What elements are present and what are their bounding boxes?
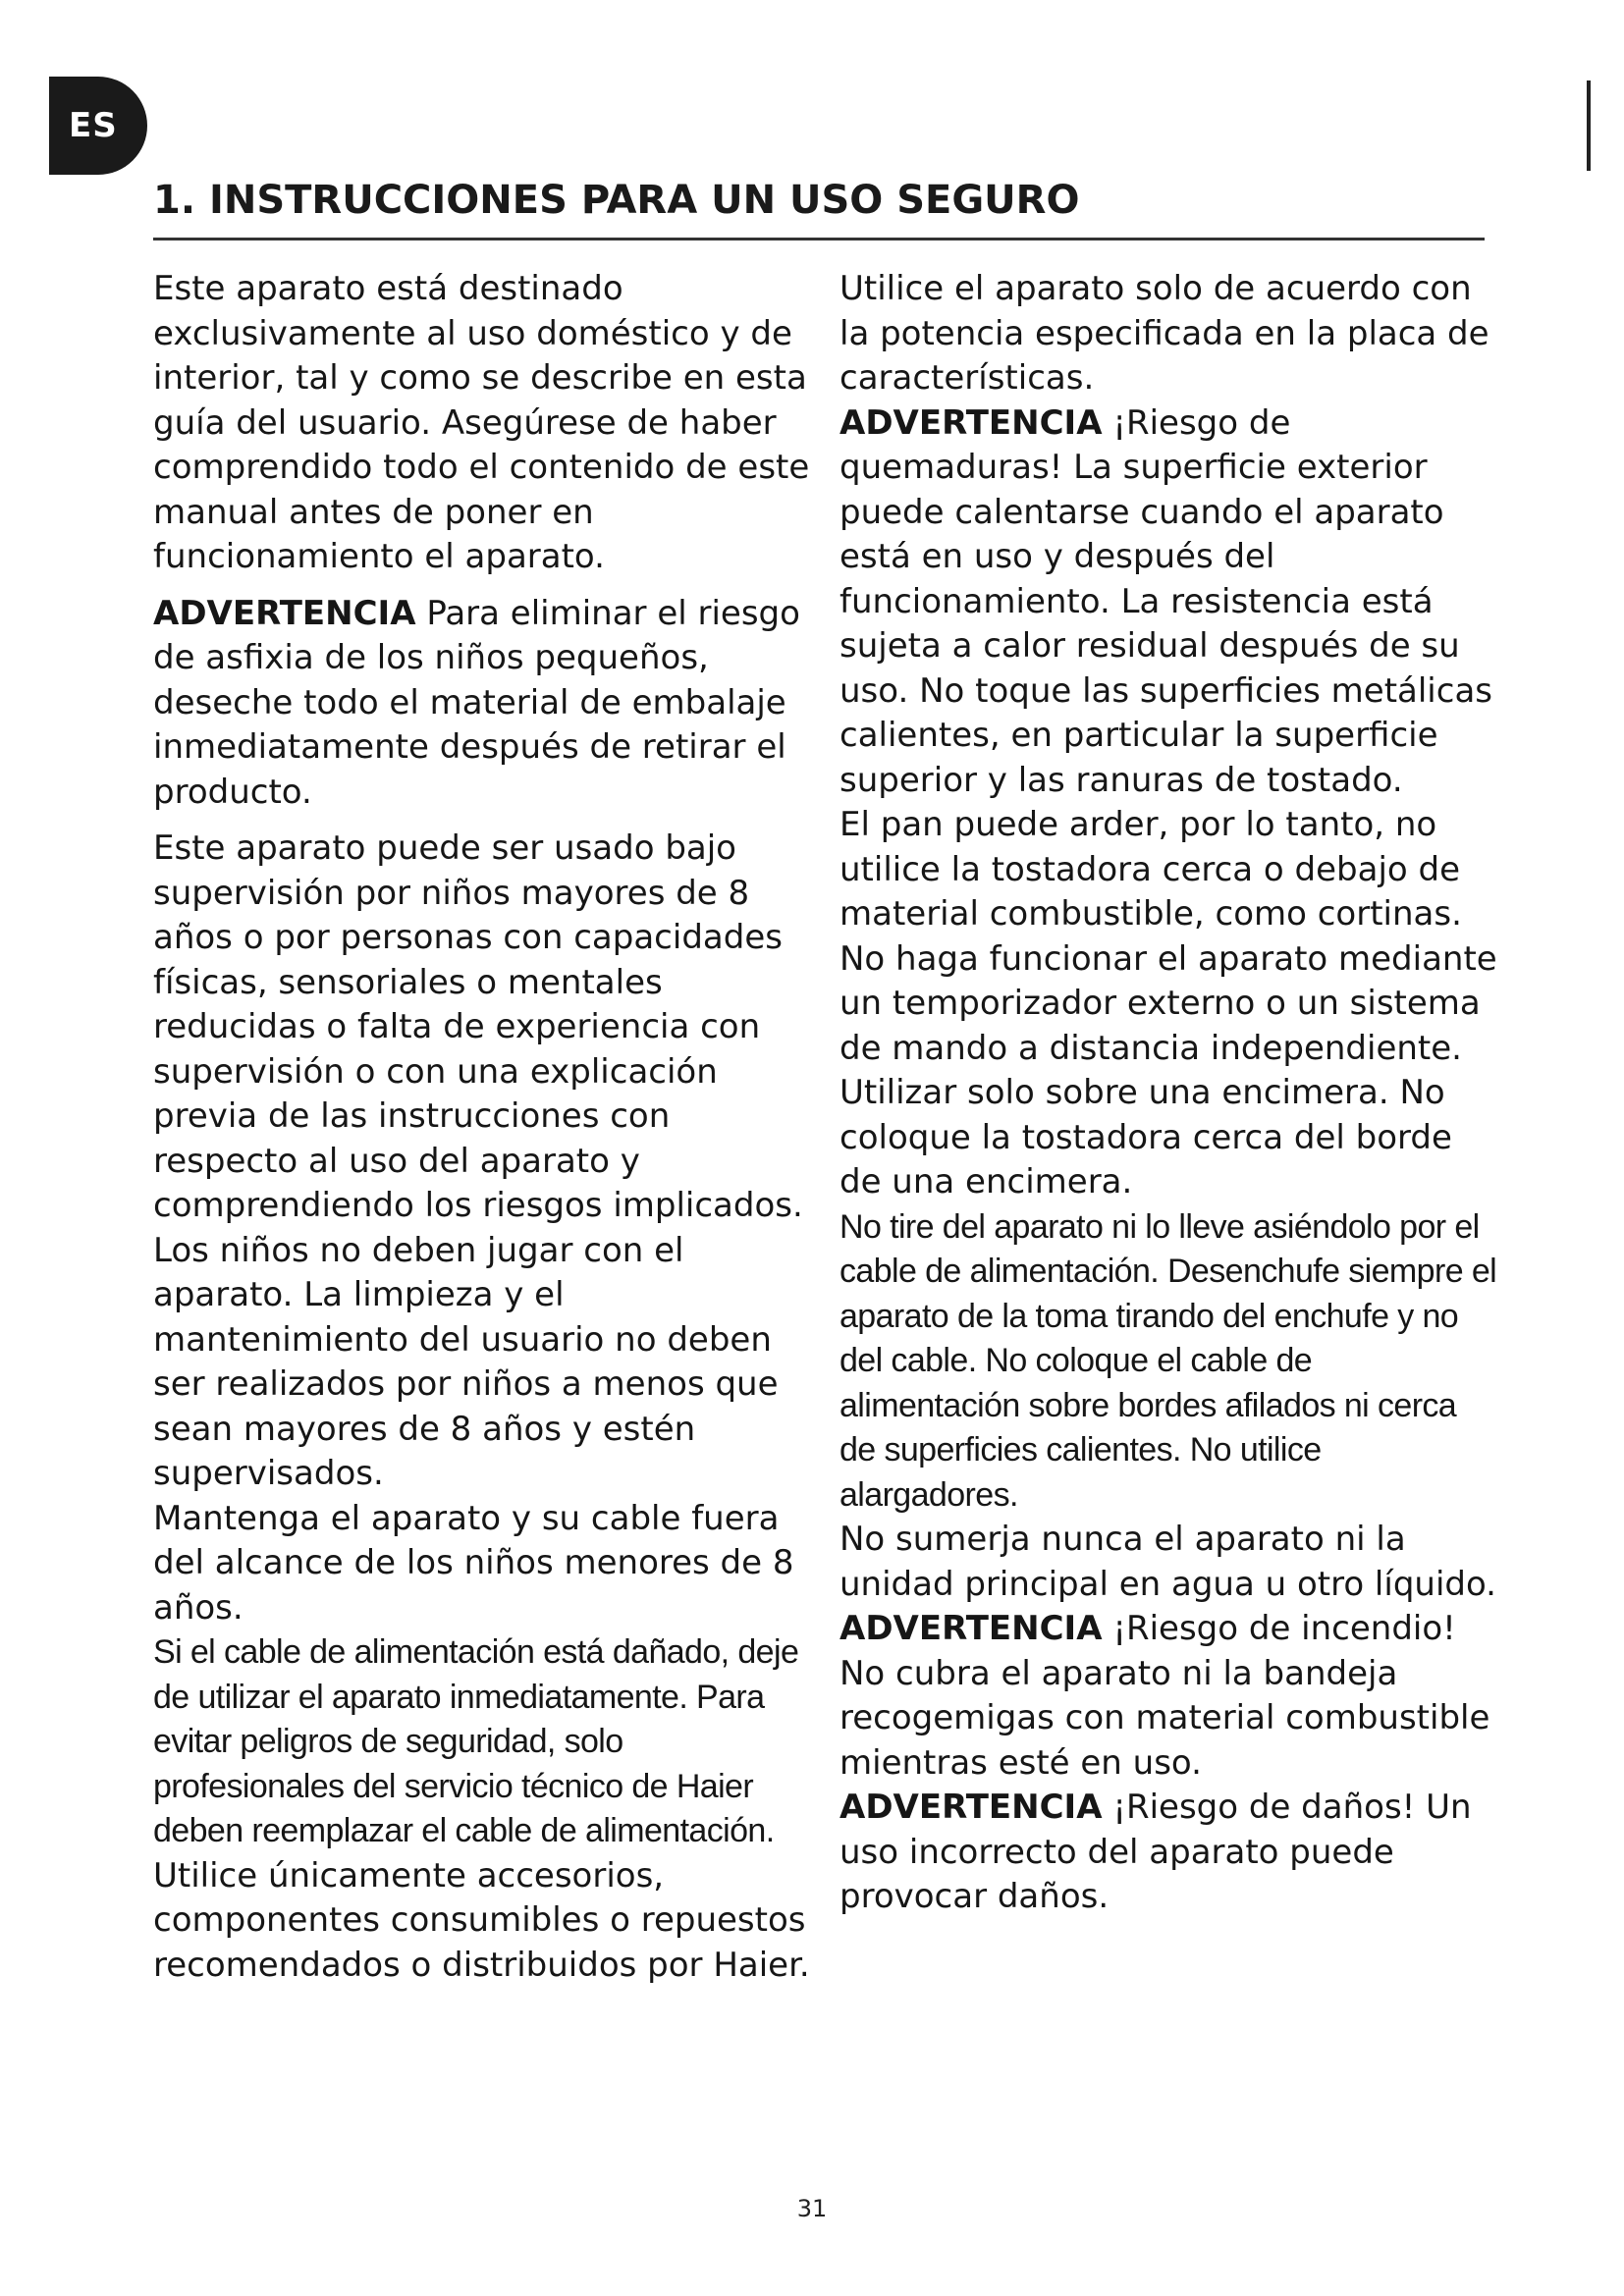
warning-label: ADVERTENCIA [839, 1609, 1103, 1648]
children-reach-paragraph: Mantenga el aparato y su cable fuera del alcance de los niños menores de 8 años. [153, 1498, 794, 1628]
warning-label: ADVERTENCIA [839, 402, 1103, 443]
suffocation-warning-paragraph [153, 592, 821, 816]
suffocation-warning-text: Para eliminar el riesgo de asfixia de los niños pequeños, deseche todo el material de embalaje inmediatamente después de retirar el producto. [153, 593, 800, 812]
warning-label: ADVERTENCIA [153, 593, 416, 633]
fire-warning-paragraph [839, 1607, 1497, 1786]
supervision-paragraph: Este aparato puede ser usado bajo supervisión por niños mayores de 8 años o por personas con capacidades físicas, sensoriales o mentales reducidas o falta de experiencia con supervisión o con una explicación previa de las instrucciones con respecto al uso del aparato y comprendiendo los riesgos implicados. Los niños no deben jugar con el aparato. La limpieza y el mantenimiento del usuario no deben ser realizados por niños a menos que sean mayores de 8 años y estén supervisados. [153, 828, 803, 1493]
fire-warning-text: ¡Riesgo de incendio! No cubra el aparato ni la bandeja recogemigas con material combustible mientras esté en uso. [839, 1609, 1490, 1783]
damaged-cable-paragraph: Si el cable de alimentación está dañado, deje de utilizar el aparato inmediatamente. Para evitar peligros de seguridad, solo profesionales del servicio técnico de Haier deben reemplazar el cable de alimentación. [153, 1633, 799, 1849]
bread-fire-paragraph: El pan puede arder, por lo tanto, no utilice la tostadora cerca o debajo de material combustible, como cortinas. [839, 805, 1462, 934]
power-rating-paragraph: Utilice el aparato solo de acuerdo con la potencia especificada en la placa de características. [839, 269, 1489, 398]
immersion-paragraph: No sumerja nunca el aparato ni la unidad principal en agua u otro líquido. [839, 1520, 1496, 1604]
damage-warning-paragraph [839, 1786, 1497, 1920]
timer-paragraph: No haga funcionar el aparato mediante un temporizador externo o un sistema de mando a distancia independiente. [839, 938, 1497, 1068]
burn-warning-text: ¡Riesgo de quemaduras! La superficie exterior puede calentarse cuando el aparato está en uso y después del funcionamiento. La resistencia está sujeta a calor residual después de su uso. No toque las superficies metálicas calientes, en particular la superficie superior y las ranuras de tostado. [839, 402, 1492, 800]
burn-warning-paragraph [839, 401, 1497, 804]
section-title: 1. INSTRUCCIONES PARA UN USO SEGURO [153, 178, 1080, 223]
title-divider [153, 238, 1485, 240]
margin-marker [1587, 80, 1591, 171]
left-column [153, 267, 821, 1988]
language-tab-label: ES [69, 106, 118, 145]
intended-use-paragraph: Este aparato está destinado exclusivamente al uso doméstico y de interior, tal y como se describe en esta guía del usuario. Asegúrese de haber comprendido todo el contenido de este manual antes de poner en funcionamiento el aparato. [153, 269, 810, 576]
right-column [839, 267, 1497, 1920]
damage-warning-text: ¡Riesgo de daños! Un uso incorrecto del aparato puede provocar daños. [839, 1788, 1472, 1916]
power-cord-paragraph: No tire del aparato ni lo lleve asiéndolo por el cable de alimentación. Desenchufe siempre el aparato de la toma tirando del enchufe y no del cable. No coloque el cable de alimentación sobre bordes afilados ni cerca de superficies calientes. No utilice alargadores. [839, 1207, 1497, 1514]
warning-label: ADVERTENCIA [839, 1788, 1103, 1827]
page-number: 31 [796, 2195, 828, 2222]
language-tab [49, 77, 147, 175]
countertop-paragraph: Utilizar solo sobre una encimera. No coloque la tostadora cerca del borde de una encimera. [839, 1073, 1452, 1201]
accessories-paragraph: Utilice únicamente accesorios, componentes consumibles o repuestos recomendados o distribuidos por Haier. [153, 1855, 810, 1985]
